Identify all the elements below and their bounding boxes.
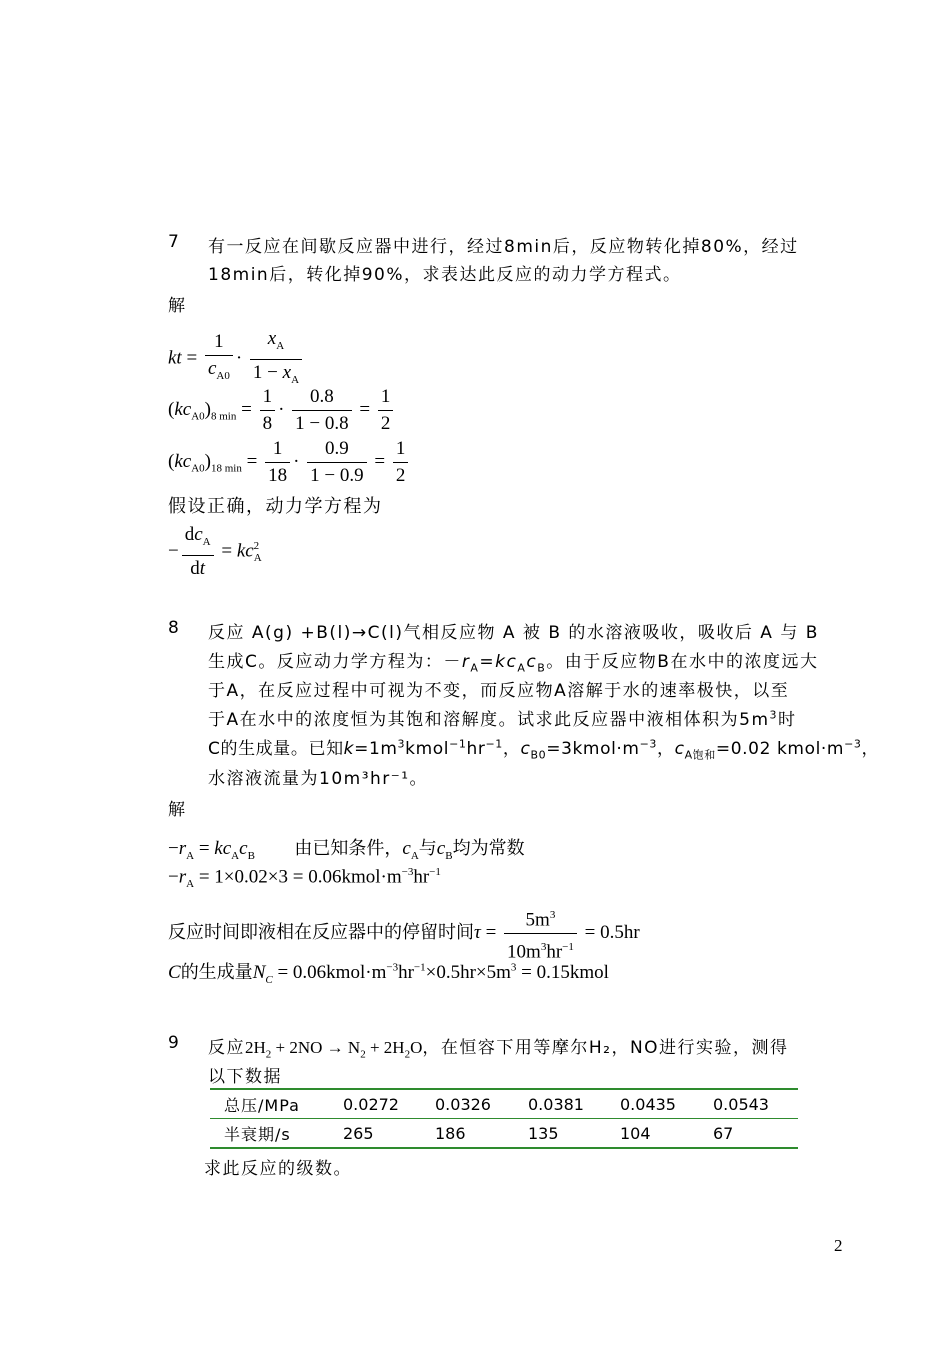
page-number: 2	[834, 1236, 843, 1255]
problem-8-text-line6: 水溶液流量为10m³hr⁻¹。	[208, 769, 429, 789]
problem-7-text-line1: 有一反应在间歇反应器中进行，经过8min后，反应物转化掉80%，经过	[208, 237, 799, 257]
problem-9-line1-start: 反应	[208, 1038, 245, 1058]
problem-8-number: 8	[168, 618, 181, 638]
condition-and: 与	[418, 838, 437, 859]
problem-8-line2-start: 生成C。反应动力学方程为：－	[208, 652, 462, 672]
table-cell: 0.0543	[713, 1089, 798, 1119]
yield-text: 的生成量	[180, 962, 253, 983]
problem-8-text-line3: 于A，在反应过程中可视为不变，而反应物A溶解于水的速率极快，以至	[208, 681, 790, 701]
problem-8-line2-end: 。由于反应物B在水中的浓度远大	[546, 652, 819, 672]
problem-8-line5-sep2: ，	[657, 739, 675, 759]
problem-7-assumption: 假设正确，动力学方程为	[168, 496, 383, 517]
table-cell: 265	[343, 1119, 435, 1149]
equation-18min: $(kc_{A0})_{18 min}$ = $\frac{1}{18}$ · $\frac{0.9}{1 - 0.9}$ = $\frac{1}{2}$	[168, 436, 411, 489]
table-cell: 0.0272	[343, 1089, 435, 1119]
equation-rate-8: $-r_A = kc_Ac_B$ 由已知条件，$c_A$与$c_B$均为常数	[168, 838, 525, 862]
equation-8min: $(kc_{A0})_{8 min}$ = $\frac{1}{8}$ · $\frac{0.8}{1 - 0.8}$ = $\frac{1}{2}$	[168, 384, 396, 437]
problem-8-line5-given: C的生成量。已知	[208, 739, 344, 759]
equation-residence-time: 反应时间即液相在反应器中的停留时间τ = $\frac{5m^3}{10m^3hr^{-1}}$ = 0.5hr	[168, 902, 640, 966]
equation-rate-value: $-r_A = 1\times 0.02\times 3$ = $0.06kmol\cdot m^{-3}hr^{-1}$	[168, 866, 441, 891]
problem-9-text-line2: 以下数据	[208, 1067, 282, 1087]
problem-9-text-line1: 反应$2H_2 + 2NO \to N_2 + 2H_2O$，在恒容下用等摩尔H₂，NO进行实验，测得	[208, 1038, 789, 1061]
problem-7-text-line2: 18min后，转化掉90%，求表达此反应的动力学方程式。	[208, 265, 682, 285]
problem-8-line4-end: 时	[778, 710, 797, 730]
table-row-halflife	[210, 1119, 798, 1149]
problem-9-line1-end: ，在恒容下用等摩尔H₂，NO进行实验，测得	[422, 1038, 789, 1058]
problem-8-text-line4: 于A在水中的浓度恒为其饱和溶解度。试求此反应器中液相体积为$5m^3$时	[208, 708, 797, 730]
problem-8-text-line5: C的生成量。已知$k=1m^3kmol^{-1}hr^{-1}$，$c_{B0}=3kmol\cdot m^{-3}$，$c_{A饱和}=0.02$ $kmol\cdot m^{-3}$，	[208, 737, 880, 762]
table-cell: 0.0435	[620, 1089, 713, 1119]
problem-8-text-line1: 反应 A(g) +B(l)→C(l)气相反应物 A 被 B 的水溶液吸收，吸收后 A 与 B	[208, 623, 819, 643]
table-cell: 67	[713, 1119, 798, 1149]
problem-8-solution-label: 解	[168, 800, 187, 820]
problem-8-line5-cb0: =3kmol·m	[546, 739, 640, 759]
table-cell: 135	[528, 1119, 620, 1149]
equation-yield: C的生成量$N_C$ = $0.06kmol\cdot m^{-3}hr^{-1}\times 0.5hr\times 5m^3$ = 0.15kmol	[168, 961, 609, 986]
problem-9-number: 9	[168, 1033, 181, 1053]
table-row-pressure	[210, 1089, 798, 1119]
table-cell: 104	[620, 1119, 713, 1149]
table-cell: 0.0381	[528, 1089, 620, 1119]
equation-kt: kt = $\frac{1}{c_{A0}}$ · $\frac{x_A}{1 - x_A}$	[168, 326, 305, 393]
problem-8-line5-ca: =0.02 kmol·m	[715, 739, 845, 759]
residence-time-text: 反应时间即液相在反应器中的停留时间	[168, 922, 474, 944]
equation-rate-law: − $\frac{dc_A}{dt}$ = $kc_A^2$	[168, 524, 262, 579]
table-cell: 186	[435, 1119, 528, 1149]
problem-8-text-line2: 生成C。反应动力学方程为：$-r_A=kc_Ac_B$。由于反应物B在水中的浓度远大	[208, 652, 819, 675]
table-row-label: 半衰期/s	[210, 1119, 343, 1149]
condition-note: 由已知条件，	[294, 838, 403, 859]
table-row-label: 总压/MPa	[210, 1089, 343, 1119]
condition-constant: 均为常数	[452, 838, 525, 859]
problem-7-number: 7	[168, 232, 181, 252]
problem-9-question: 求此反应的级数。	[204, 1159, 352, 1179]
table-cell: 0.0326	[435, 1089, 528, 1119]
data-table	[210, 1088, 798, 1149]
problem-8-line5-sep1: ，	[502, 739, 521, 759]
problem-7-solution-label: 解	[168, 296, 187, 316]
problem-8-line4-start: 于A在水中的浓度恒为其饱和溶解度。试求此反应器中液相体积为	[208, 710, 740, 730]
